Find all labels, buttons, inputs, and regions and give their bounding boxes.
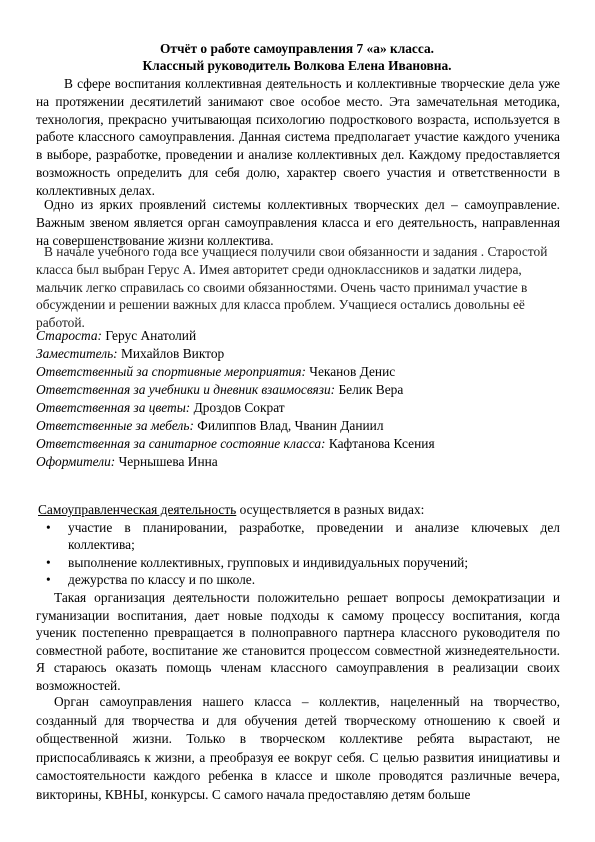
role-value: Кафтанова Ксения	[325, 436, 435, 451]
paragraph-intro: В сфере воспитания коллективная деятельность и коллективные творческие дела уже на протяжении десятилетий занимают свое особое место. Эта замечательная методика, технология, прекрасно учитывающая психологию подросткового возраста, используется в работе классного самоуправления. Данная система предполагает участие каждого ученика в выборе, разработке, проведении и анализе коллективных дел. Каждому предоставляется возможность определить для себя долю, характер своего участия и ответственности в коллективных делах.	[36, 76, 560, 198]
bullet-text: выполнение коллективных, групповых и индивидуальных поручений;	[68, 555, 469, 570]
role-item	[36, 417, 384, 434]
role-label: Оформители:	[36, 454, 116, 469]
activity-intro	[38, 501, 424, 518]
bullet-item	[46, 571, 560, 588]
role-item	[36, 345, 224, 362]
bullet-icon: •	[46, 520, 51, 535]
activity-intro-rest: осуществляется в разных видах:	[236, 502, 425, 517]
document-subtitle: Классный руководитель Волкова Елена Ивановна.	[142, 58, 452, 73]
role-item	[36, 327, 196, 344]
role-value: Филиппов Влад, Чванин Даниил	[193, 418, 384, 433]
document-title: Отчёт о работе самоуправления 7 «а» класса.	[159, 41, 435, 56]
bullet-icon: •	[46, 555, 51, 570]
role-item	[36, 363, 395, 380]
paragraph-start-of-year: В начале учебного года все учащиеся получили свои обязанности и задания . Старостой класса был выбран Герус А. Имея авторитет среди одноклассников и задатки лидера, мальчик легко справилась со своими обязанностями. Очень часто принимал участие в обсуждении и решении важных для класса проблем. Учащиеся остались довольны её работой.	[36, 244, 548, 331]
role-item	[36, 435, 435, 452]
role-item	[36, 399, 285, 416]
role-value: Герус Анатолий	[101, 328, 197, 343]
role-value: Михайлов Виктор	[117, 346, 225, 361]
role-label: Ответственная за цветы:	[36, 400, 191, 415]
role-value: Белик Вера	[335, 382, 404, 397]
bullet-text: дежурства по классу и по школе.	[68, 572, 256, 587]
role-value: Дроздов Сократ	[190, 400, 285, 415]
role-label: Ответственная за учебники и дневник взаимосвязи:	[36, 382, 336, 397]
role-item	[36, 453, 218, 470]
bullet-text: участие в планировании, разработке, проведении и анализе ключевых дел коллектива;	[68, 520, 560, 553]
role-label: Заместитель:	[36, 346, 118, 361]
bullet-icon: •	[46, 572, 51, 587]
role-value: Чеканов Денис	[305, 364, 396, 379]
paragraph-organization: Такая организация деятельности положительно решает вопросы демократизации и гуманизации воспитания, дает новые подходы к самому процессу воспитания, когда ученик постепенно превращается в полноправного партнера классного руководителя по совместной работе, воспитание же становится процессом совместной жизнедеятельности. Я стараюсь оказать помощь членам классного самоуправления в реализации своих возможностей.	[36, 590, 560, 693]
role-value: Чернышева Инна	[115, 454, 218, 469]
role-item	[36, 381, 403, 398]
role-label: Ответственные за мебель:	[36, 418, 194, 433]
role-label: Ответственный за спортивные мероприятия:	[36, 364, 306, 379]
paragraph-self-government: Одно из ярких проявлений системы коллективных творческих дел – самоуправление. Важным звеном является орган самоуправления класса и его деятельность, направленная на совершенствование жизни коллектива.	[36, 197, 560, 248]
bullet-item	[46, 519, 560, 553]
activity-intro-underlined: Самоуправленческая деятельность	[38, 502, 237, 517]
role-label: Ответственная за санитарное состояние класса:	[36, 436, 326, 451]
bullet-item	[46, 554, 560, 571]
role-label: Староста:	[36, 328, 102, 343]
paragraph-creative-collective: Орган самоуправления нашего класса – коллектив, нацеленный на творчество, созданный для творчества и для обучения детей творческому отношению к своей и общественной жизни. Только в творческом коллективе ребята вырастают, не приспосабливаясь к жизни, а преобразуя ее вокруг себя. С целью развития инициативы и самостоятельности каждого ребенка в классе и школе проводятся различные вечера, викторины, КВНЫ, конкурсы. С самого начала предоставляю детям больше	[36, 694, 560, 802]
